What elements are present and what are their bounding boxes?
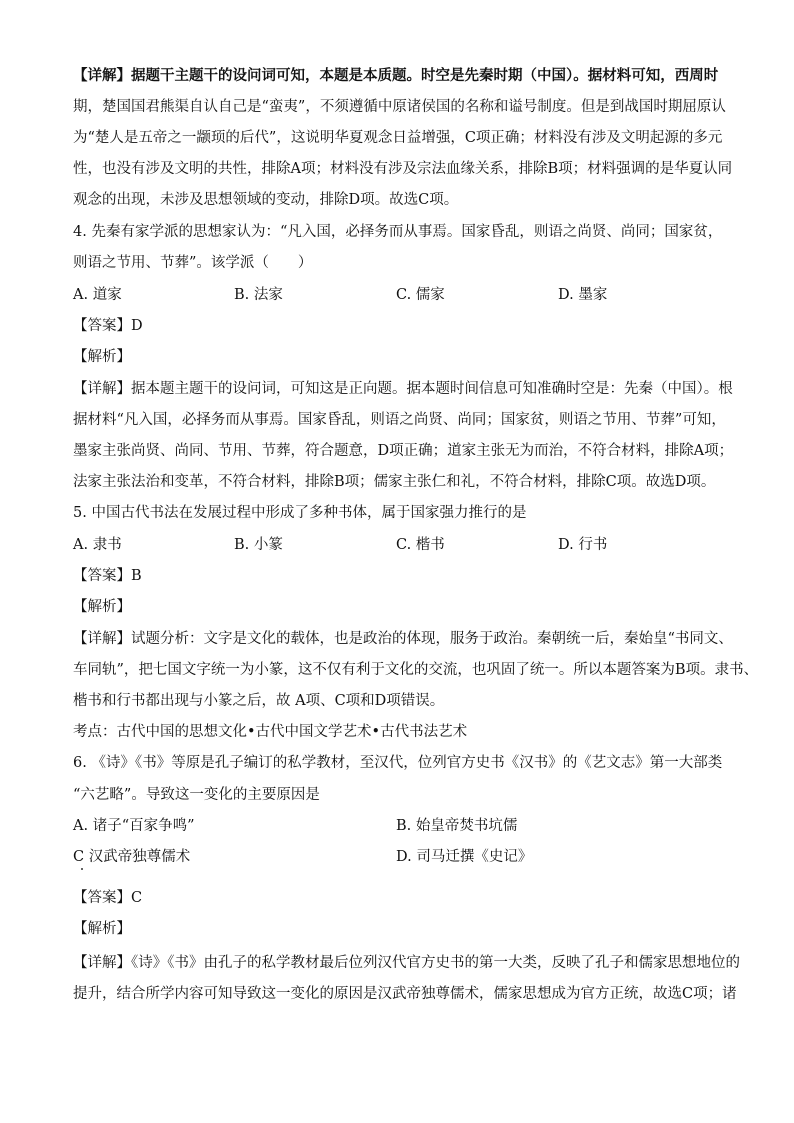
q6-option-d: D. 司马迁撰《史记》 bbox=[396, 849, 533, 865]
q4-option-c: C. 儒家 bbox=[396, 287, 445, 303]
q4-detail-line: 墨家主张尚贤、尚同、节用、节葬，符合题意，D项正确；道家主张无为而治，不符合材料，排除A项； bbox=[73, 443, 734, 459]
q4-option-b: B. 法家 bbox=[234, 287, 283, 303]
question-6-stem: 6. 《诗》《书》等原是孔子编订的私学教材，至汉代，位列官方史书《汉书》的《艺文志》第一大部类 bbox=[73, 755, 723, 771]
q5-detail-line: 【详解】试题分析：文字是文化的载体，也是政治的体现，服务于政治。秦朝统一后，秦始皇“书同文、 bbox=[73, 631, 733, 647]
text-line: 观念的出现，未涉及思想领域的变动，排除D项。故选C项。 bbox=[73, 192, 459, 208]
q5-analysis-label: 【解析】 bbox=[73, 599, 131, 615]
q5-option-c: C. 楷书 bbox=[396, 537, 445, 553]
q5-answer: 【答案】B bbox=[73, 568, 142, 584]
q4-detail-line: 【详解】据本题主题干的设问词，可知这是正向题。据本题时间信息可知准确时空是：先秦（中国）。根 bbox=[73, 381, 733, 397]
q6-analysis-label: 【解析】 bbox=[73, 921, 131, 937]
question-4-stem: 4. 先秦有家学派的思想家认为：“凡入国，必择务而从事焉。国家昏乱，则语之尚贤、尚同；国家贫， bbox=[73, 224, 723, 240]
q5-option-d: D. 行书 bbox=[558, 537, 608, 553]
q6-answer: 【答案】C bbox=[73, 890, 143, 906]
q5-option-a: A. 隶书 bbox=[73, 537, 122, 553]
q4-detail-line: 据材料“凡入国，必择务而从事焉。国家昏乱，则语之尚贤、尚同；国家贫，则语之节用、节葬”可知， bbox=[73, 412, 726, 428]
question-6-stem-cont: “六艺略”。导致这一变化的主要原因是 bbox=[73, 787, 320, 803]
q6-option-b: B. 始皇帝焚书坑儒 bbox=[396, 818, 518, 834]
q6-detail-line: 提升，结合所学内容可知导致这一变化的原因是汉武帝独尊儒术，儒家思想成为官方正统，故选C项；诸 bbox=[73, 986, 737, 1002]
q5-detail-line: 车同轨”，把七国文字统一为小篆，这不仅有利于文化的交流，也巩固了统一。所以本题答案为B项。隶书、 bbox=[73, 662, 759, 678]
text-line: 性，也没有涉及文明的共性，排除A项；材料没有涉及宗法血缘关系，排除B项；材料强调的是华夏认同 bbox=[73, 161, 733, 177]
stray-dot bbox=[81, 868, 83, 870]
q6-detail-line: 【详解】《诗》《书》由孔子的私学教材最后位列汉代官方史书的第一大类，反映了孔子和儒家思想地位的 bbox=[73, 955, 740, 971]
q5-kaodian: 考点：古代中国的思想文化•古代中国文学艺术•古代书法艺术 bbox=[73, 724, 468, 740]
text-line: 【详解】据题干主题干的设问词可知，本题是本质题。时空是先秦时期（中国）。据材料可知，西周时 bbox=[73, 67, 719, 84]
q5-option-b: B. 小篆 bbox=[234, 537, 283, 553]
q4-analysis-label: 【解析】 bbox=[73, 349, 131, 365]
q4-option-a: A. 道家 bbox=[73, 287, 122, 303]
question-5-stem: 5. 中国古代书法在发展过程中形成了多种书体，属于国家强力推行的是 bbox=[73, 505, 527, 521]
q4-option-d: D. 墨家 bbox=[558, 287, 608, 303]
text-line: 期，楚国国君熊渠自认自己是“蛮夷”，不须遵循中原诸侯国的名称和谥号制度。但是到战国时期屈原认 bbox=[73, 99, 726, 115]
q4-answer: 【答案】D bbox=[73, 318, 143, 334]
q6-option-a: A. 诸子“百家争鸣” bbox=[73, 818, 195, 834]
text-line: 为“楚人是五帝之一颛顼的后代”，这说明华夏观念日益增强，C项正确；材料没有涉及文明起源的多元 bbox=[73, 130, 723, 146]
q5-detail-line: 楷书和行书都出现与小篆之后，故 A项、C项和D项错误。 bbox=[73, 693, 445, 709]
q6-option-c: C 汉武帝独尊儒术 bbox=[73, 849, 191, 865]
q4-detail-line: 法家主张法治和变革，不符合材料，排除B项；儒家主张仁和礼，不符合材料，排除C项。故选D项。 bbox=[73, 474, 716, 490]
question-4-stem-cont: 则语之节用、节葬”。该学派（ ） bbox=[73, 255, 313, 271]
